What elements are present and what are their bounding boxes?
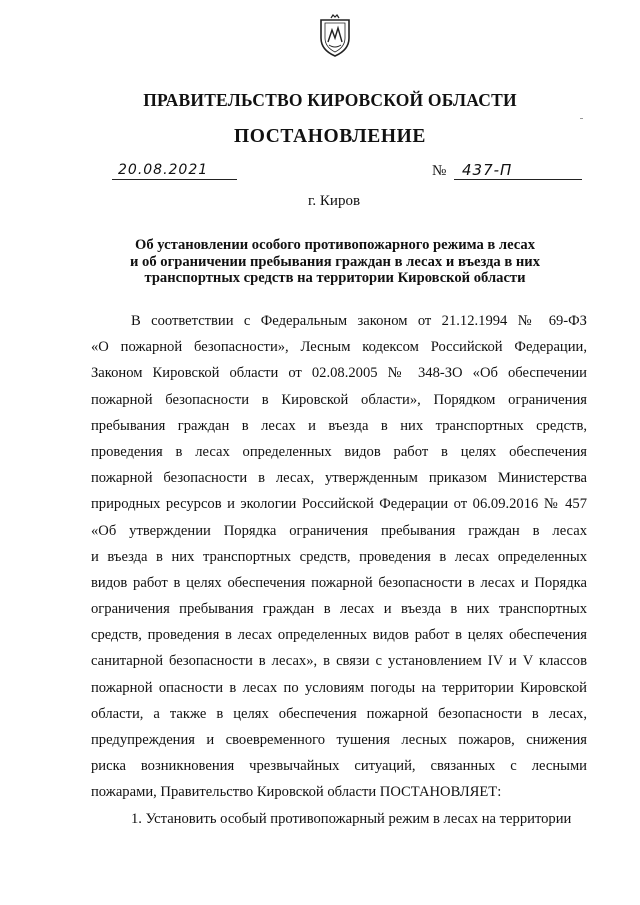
document-date: 20.08.2021 [112,160,237,180]
title-line: Об установлении особого противопожарного режима в лесах [134,237,536,253]
body-line: пребывания граждан в лесах и въезда в них транспортных средств, [91,417,587,434]
body-line: пожарной безопасности в Кировской области», Порядком ограничения [91,391,587,408]
document-type: ПОСТАНОВЛЕНИЕ [233,126,427,147]
coat-of-arms-icon [318,14,352,58]
body-line: видов работ в целях обеспечения пожарной безопасности в лесах и Порядка [91,574,587,591]
body-line: В соответствии с Федеральным законом от 21.12.1994 № 69-ФЗ [131,313,587,329]
body-line: предупреждения и своевременного тушения лесных пожаров, снижения [91,732,587,748]
body-line: области, а также в целях обеспечения пожарной безопасности в лесах, [91,705,587,722]
body-line: риска возникновения чрезвычайных ситуаций, связанных с лесными [91,758,587,775]
body-line: санитарной безопасности в лесах», в связи с установлением IV и V классов [91,653,587,670]
body-line: и въезда в них транспортных средств, проведения в лесах определенных [91,548,587,565]
city-line: г. Киров [307,193,361,209]
body-line: природных ресурсов и экологии Российской Федерации от 06.09.2016 № 457 [91,496,587,513]
body-line: пожарами, Правительство Кировской области ПОСТАНОВЛЯЕТ: [91,784,502,801]
organization-name: ПРАВИТЕЛЬСТВО КИРОВСКОЙ ОБЛАСТИ [143,90,517,110]
title-line: транспортных средств на территории Кировской области [144,270,526,286]
body-line: средств, проведения в лесах определенных видов работ в целях обеспечения [91,627,587,644]
body-line: «Об утверждении Порядка ограничения пребывания граждан в лесах [91,522,587,539]
document-number: 437-П [454,160,582,180]
body-line: проведения в лесах определенных видов работ в целях обеспечения [91,443,587,460]
scan-mark [580,118,583,119]
body-line: пожарной безопасности в лесах, утвержденным приказом Министерства [91,470,587,487]
body-line: пожарной опасности в лесах по условиям погоды на территории Кировской [91,679,587,696]
body-line: 1. Установить особый противопожарный режим в лесах на территории [131,810,572,827]
document-body [91,308,587,832]
body-line: ограничения пребывания граждан в лесах и въезда в них транспортных [91,601,587,618]
body-line: Законом Кировской области от 02.08.2005 № 348-ЗО «Об обеспечении [91,365,587,382]
document-number-field [432,160,582,180]
number-sign: № [432,163,447,179]
body-line: «О пожарной безопасности», Лесным кодексом Российской Федерации, [91,339,587,356]
document-title [100,237,570,287]
title-line: и об ограничении пребывания граждан в лесах и въезда в них [129,253,541,270]
